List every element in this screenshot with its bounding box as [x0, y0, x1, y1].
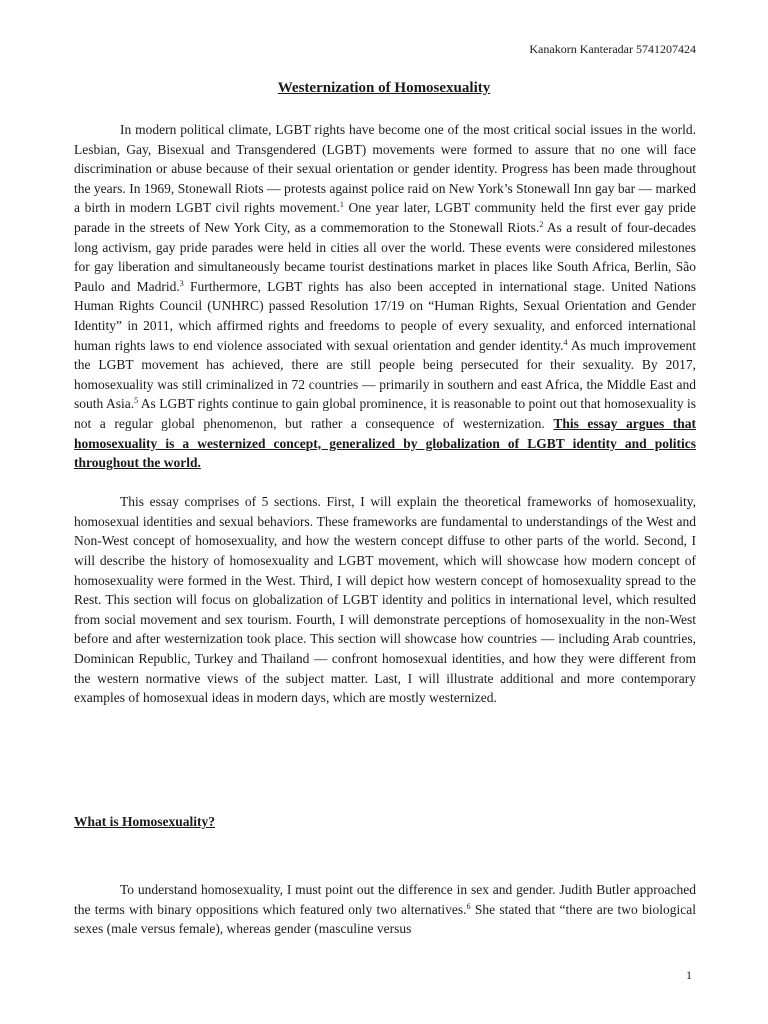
intro-text-4: Furthermore, LGBT rights has also been accepted in international stage. United Nations Human Rights Council (UNHRC) passed Resolution 17/19 on “Human Rights, Sexual Orientation and Gender Identity” in 2011, which affirmed rights and freedoms to people of every sexuality, and enforced international human rights laws to end violence associated with sexual orientation and gender identity. — [74, 278, 696, 353]
intro-text-6: As LGBT rights continue to gain global prominence, it is reasonable to point out that homosexuality is not a regular global phenomenon, but rather a consequence of westernization. — [74, 396, 697, 431]
footnote-ref-4: 4 — [563, 337, 568, 347]
intro-text-5: As much improvement the LGBT movement has achieved, there are still people being persecuted for their sexuality. By 2017, homosexuality was still criminalized in 72 countries — primarily in southern and east Africa, the Middle East and south Asia. — [74, 337, 696, 412]
intro-text-1: In modern political climate, LGBT rights have become one of the most critical social issues in the world. Lesbian, Gay, Bisexual and Transgendered (LGBT) movements were formed to assure that no one will face discrimination or abuse because of their sexual orientation or gender identity. Progress has been made throughout the years. In 1969, Stonewall Riots — protests against police raid on New York’s Stonewall Inn gay bar — marked a birth in modern LGBT civil rights movement. — [74, 122, 696, 216]
footnote-ref-2: 2 — [539, 219, 544, 229]
section-heading: What is Homosexuality? — [74, 814, 216, 829]
intro-text-2: One year later, LGBT community held the first ever gay pride parade in the streets of New York City, as a commemoration to the Stonewall Riots. — [74, 200, 696, 235]
footnote-ref-5: 5 — [134, 396, 139, 406]
author-header: Kanakorn Kanteradar 5741207424 — [529, 42, 696, 56]
intro-paragraph-1 — [74, 120, 696, 473]
section-paragraph-1 — [74, 880, 696, 939]
footnote-ref-6: 6 — [466, 901, 471, 911]
section-body — [74, 880, 696, 939]
section-text-1: To understand homosexuality, I must point out the difference in sex and gender. Judith Butler approached the terms with binary oppositions which featured only two alternatives. — [74, 882, 696, 917]
footnote-ref-3: 3 — [179, 278, 184, 288]
footnote-ref-1: 1 — [339, 200, 344, 210]
thesis-statement: This essay argues that homosexuality is a westernized concept, generalized by globalization of LGBT identity and politics throughout the world. — [74, 415, 697, 471]
intro-text-3: As a result of four-decades long activism, gay pride parades were held in cities all over the world. These events were considered milestones for gay liberation and simultaneously became tourist destinations market in places like South Africa, Berlin, São Paulo and Madrid. — [74, 219, 697, 294]
page-number: 1 — [686, 968, 692, 982]
document-title: Westernization of Homosexuality — [277, 80, 491, 96]
intro-paragraph-2: This essay comprises of 5 sections. First, I will explain the theoretical frameworks of homosexuality, homosexual identities and sexual behaviors. These frameworks are fundamental to understandings of the West and Non-West concept of homosexuality, and how the western concept diffuse to other parts of the world. Second, I will describe the history of homosexuality and LGBT movement, which will showcase how modern concept of homosexuality were formed in the West. Third, I will depict how western concept of homosexuality spread to the Rest. This section will focus on globalization of LGBT identity and politics in international level, which resulted from social movement and sex tourism. Fourth, I will demonstrate perceptions of homosexuality in the non-West before and after westernization took place. This section will showcase how countries — including Arab countries, Dominican Republic, Turkey and Thailand — confront homosexual identities, and how they were different from the western normative views of the subject matter. Last, I will illustrate additional and more contemporary examples of homosexual ideas in modern days, which are mostly westernized. — [74, 494, 696, 706]
introduction — [74, 120, 696, 708]
section-text-2: She stated that “there are two biological sexes (male versus female), whereas gender (masculine versus — [74, 901, 696, 937]
